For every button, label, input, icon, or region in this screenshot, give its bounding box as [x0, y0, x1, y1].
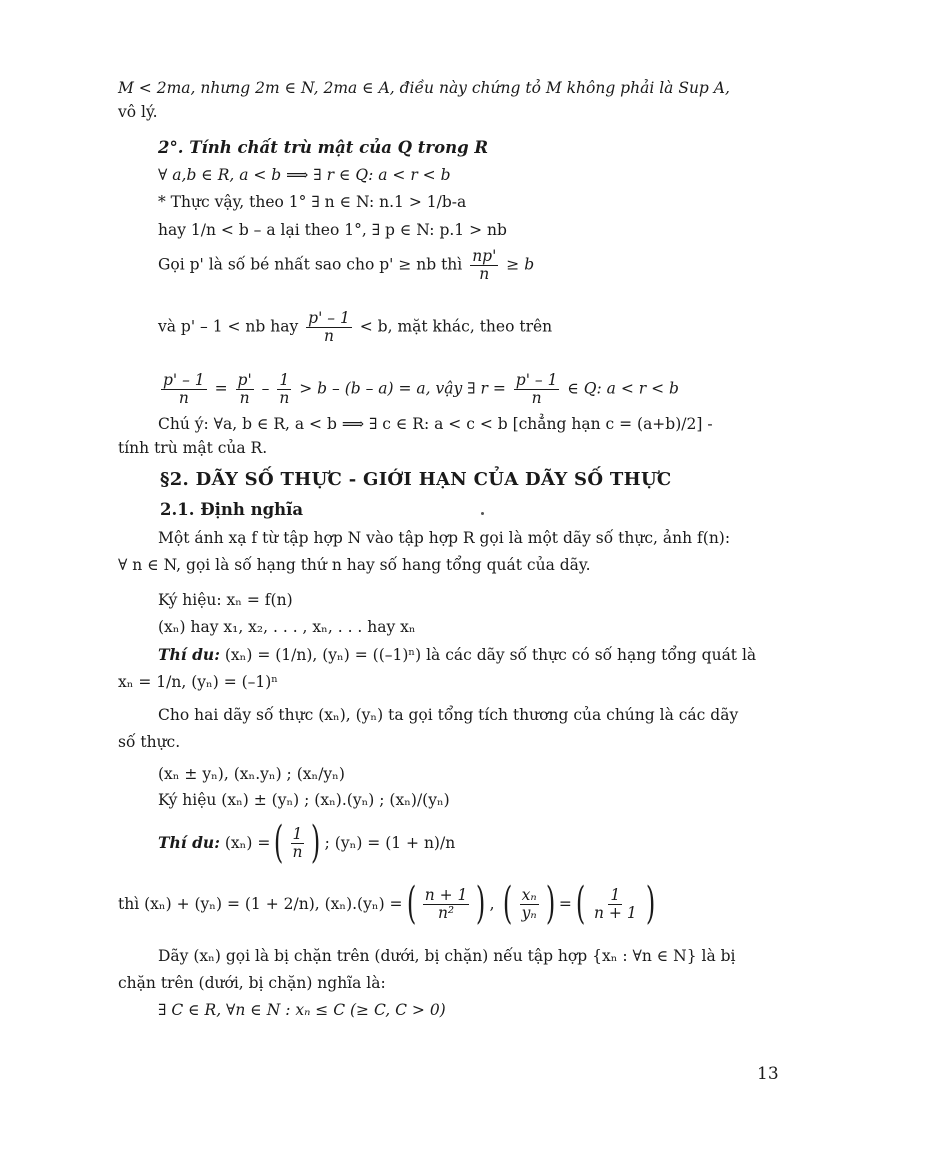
fraction-denominator: n [531, 389, 542, 407]
fraction-denominator: yₙ [521, 903, 537, 922]
subsection-heading: 2°. Tính chất trù mật của Q trong R [158, 138, 489, 157]
parenthesized-fraction [270, 817, 324, 868]
fraction-numerator: n + 1 [424, 885, 468, 904]
left-paren: ( [503, 878, 513, 929]
fraction [470, 248, 498, 283]
fraction-numerator: p' – 1 [515, 371, 558, 389]
fraction-numerator: p' – 1 [163, 371, 205, 389]
text-line: * Thực vậy, theo 1° ∃ n ∈ N: n.1 > 1/b-a [158, 193, 467, 211]
text-span: Gọi p' là số bé nhất sao cho p' ≥ nb thì [158, 255, 463, 274]
text-line: M < 2ma, nhưng 2m ∈ N, 2ma ∈ A, điều này chứng tỏ M không phải là Sup A, [118, 79, 730, 97]
text-line: chặn trên (dưới, bị chặn) nghĩa là: [118, 974, 386, 992]
minus-sign: – [261, 379, 270, 398]
fraction-numerator: xₙ [521, 885, 537, 904]
fraction-numerator: np' [472, 247, 497, 265]
text-line [158, 818, 455, 868]
text-line: Ký hiệu (xₙ) ± (yₙ) ; (xₙ).(yₙ) ; (xₙ)/(yₙ) [158, 791, 450, 809]
text-line: ∀ a,b ∈ R, a < b ⟹ ∃ r ∈ Q: a < r < b [158, 166, 451, 184]
text-span: ≥ b [506, 255, 535, 274]
comma: , [489, 895, 495, 913]
left-paren: ( [274, 817, 284, 868]
equals-sign: = [214, 379, 228, 398]
parenthesized-fraction [499, 878, 558, 929]
fraction [423, 887, 470, 922]
text-line [158, 310, 552, 345]
text-line: Cho hai dãy số thực (xₙ), (yₙ) ta gọi tổng tích thương của chúng là các dãy [158, 706, 739, 724]
text-line: (xₙ) hay x₁, x₂, . . . , xₙ, . . . hay xₙ [158, 618, 416, 636]
text-span: ; (yₙ) = (1 + n)/n [324, 834, 456, 852]
fraction-denominator: n [279, 389, 290, 407]
fraction-denominator: n² [437, 903, 455, 922]
text-span: < b, mặt khác, theo trên [359, 317, 553, 336]
text-line: ∃ C ∈ R, ∀n ∈ N : xₙ ≤ C (≥ C, C > 0) [158, 1001, 446, 1019]
fraction [236, 372, 254, 407]
fraction-numerator: p' [237, 371, 252, 389]
text-line [158, 645, 756, 665]
fraction-denominator: n [239, 389, 250, 407]
text-line: (xₙ ± yₙ), (xₙ.yₙ) ; (xₙ/yₙ) [158, 765, 345, 783]
fraction-numerator: 1 [610, 885, 621, 904]
example-label: Thí du: [158, 833, 220, 852]
parenthesized-fraction [403, 878, 490, 929]
text-span: thì (xₙ) + (yₙ) = (1 + 2/n), (xₙ).(yₙ) = [118, 895, 403, 913]
text-line: số thực. [118, 733, 181, 751]
fraction-numerator: 1 [279, 371, 290, 389]
right-paren: ) [545, 878, 555, 929]
subsection-heading: 2.1. Định nghĩa [160, 500, 304, 519]
text-line: Một ánh xạ f từ tập hợp N vào tập hợp R gọi là một dãy số thực, ảnh f(n): [158, 529, 731, 547]
text-line: hay 1/n < b – a lại theo 1°, ∃ p ∈ N: p.1 > nb [158, 221, 507, 239]
fraction [592, 887, 639, 922]
fraction [291, 826, 305, 861]
text-line [158, 248, 534, 283]
fraction-denominator: n [324, 327, 334, 345]
text-line: xₙ = 1/n, (yₙ) = (–1)ⁿ [118, 673, 279, 691]
text-line: tính trù mật của R. [118, 439, 268, 457]
fraction [306, 310, 352, 345]
right-paren: ) [645, 878, 656, 929]
parenthesized-fraction [572, 878, 659, 929]
fraction [161, 372, 207, 407]
text-line: Dãy (xₙ) gọi là bị chặn trên (dưới, bị chặn) nếu tập hợp {xₙ : ∀n ∈ N} là bị [158, 947, 736, 965]
text-span: (xₙ) = (1/n), (yₙ) = ((–1)ⁿ) là các dãy số thực có số hạng tổng quát là [224, 646, 757, 664]
example-label: Thí du: [158, 645, 220, 664]
text-line: Chú ý: ∀a, b ∈ R, a < b ⟹ ∃ c ∈ R: a < c < b [chẳng hạn c = (a+b)/2] - [158, 415, 713, 433]
fraction-denominator: n + 1 [594, 903, 637, 922]
fraction-denominator: n [292, 842, 303, 861]
text-line: ∀ n ∈ N, gọi là số hạng thứ n hay số hang tổng quát của dãy. [118, 556, 591, 574]
equation-line [158, 372, 679, 407]
text-line: Ký hiệu: xₙ = f(n) [158, 591, 293, 609]
text-span: (xₙ) = [224, 834, 271, 852]
fraction-denominator: n [479, 265, 490, 283]
print-speck [481, 512, 484, 515]
fraction-numerator: 1 [292, 824, 303, 843]
page-number: 13 [757, 1064, 779, 1084]
right-paren: ) [476, 878, 486, 929]
text-span: > b – (b – a) = a, vậy ∃ r = [299, 379, 506, 398]
text-span: và p' – 1 < nb hay [158, 317, 299, 336]
fraction [277, 372, 291, 407]
fraction-denominator: n [178, 389, 189, 407]
fraction-numerator: p' – 1 [308, 309, 350, 327]
text-line: vô lý. [118, 103, 158, 121]
text-line [118, 878, 659, 930]
text-span: ∈ Q: a < r < b [567, 379, 679, 398]
section-heading: §2. DÃY SỐ THỰC - GIỚI HẠN CỦA DÃY SỐ THỰC [160, 469, 672, 490]
fraction [514, 372, 560, 407]
left-paren: ( [406, 878, 416, 929]
fraction [520, 887, 539, 922]
left-paren: ( [575, 878, 586, 929]
equals-sign: = [558, 895, 572, 913]
right-paren: ) [311, 817, 321, 868]
